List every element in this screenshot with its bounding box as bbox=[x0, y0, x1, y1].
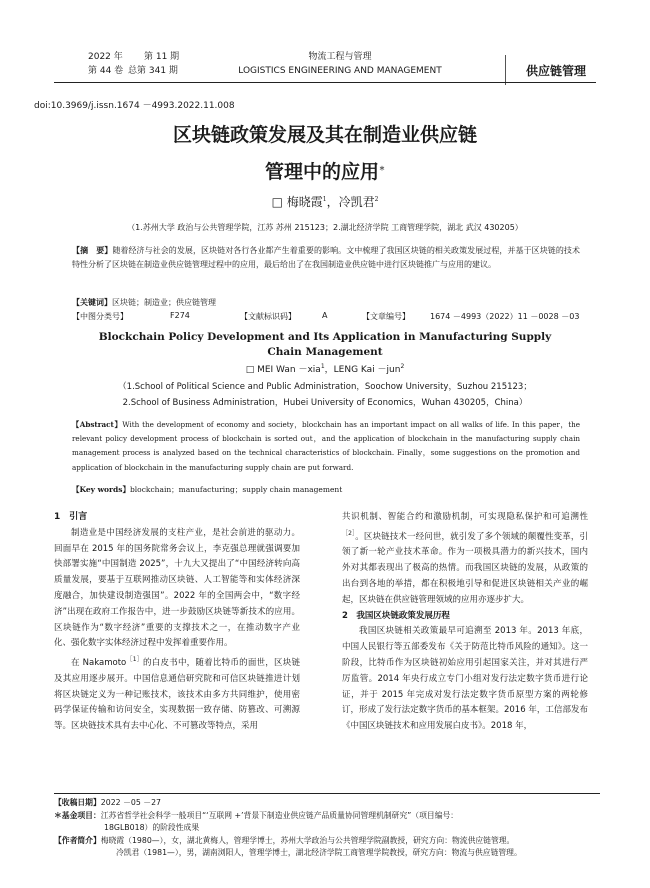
doc-code-value: A bbox=[322, 311, 328, 320]
keywords-en-label: 【Key words】 bbox=[72, 485, 130, 494]
author2-en: LENG Kai －jun bbox=[333, 365, 401, 375]
clc-value: F274 bbox=[170, 311, 190, 320]
author-bio-line2: 冷凯君（1981—），男，湖南浏阳人，管理学博士，湖北经济学院工商管理学院教授，研究方向：物流与供应链管理。 bbox=[116, 848, 522, 858]
header-rule bbox=[54, 82, 596, 83]
title-footnote-mark: ＊ bbox=[379, 165, 386, 173]
author-sep-cn: ， bbox=[326, 195, 339, 209]
author2-sup-cn: 2 bbox=[374, 196, 379, 203]
title-cn-line2-text: 管理中的应用 bbox=[264, 161, 379, 183]
header-journal-cn: 物流工程与管理 bbox=[308, 52, 372, 62]
section1-heading: 1 引言 bbox=[54, 512, 88, 522]
header-total-issue: 总第 341 期 bbox=[128, 66, 178, 76]
body-column-left bbox=[54, 510, 300, 735]
title-en-line2: Chain Management bbox=[267, 346, 383, 358]
author-bio-line1 bbox=[54, 835, 600, 848]
author1-cn: 梅晓霞 bbox=[286, 195, 323, 209]
intro-paragraph-2 bbox=[54, 652, 300, 735]
author-box-en: □ bbox=[245, 365, 255, 375]
footnotes bbox=[54, 797, 600, 860]
citation-2: ［2］ bbox=[342, 529, 356, 537]
keywords-cn-text: 区块链；制造业；供应链管理 bbox=[112, 298, 216, 307]
section2-heading: 2 我国区块链政策发展历程 bbox=[342, 610, 450, 621]
fund-line1 bbox=[54, 810, 600, 823]
keywords-en-text: blockchain；manufacturing；supply chain management bbox=[129, 485, 343, 494]
author2-cn: 冷凯君 bbox=[338, 195, 375, 209]
title-cn-line2 bbox=[0, 157, 650, 184]
received-date bbox=[54, 797, 600, 810]
abstract-cn-text: 随着经济与社会的发展，区块链对各行各业都产生着重要的影响。文中梳理了我国区块链的相关政策发展过程，并基于区块链的技术特性分析了区块链在制造业供应链管理过程中的应用，最后给出了在我国制造业供应链中进行区块链推广与应用的建议。 bbox=[72, 246, 580, 269]
header-journal-en: LOGISTICS ENGINEERING AND MANAGEMENT bbox=[238, 66, 442, 76]
header-issue: 第 11 期 bbox=[144, 52, 180, 62]
article-no-label: 【文章编号】 bbox=[362, 312, 410, 321]
title-cn-line1: 区块链政策发展及其在制造业供应链 bbox=[172, 124, 477, 146]
doc-code-label: 【文献标识码】 bbox=[240, 312, 296, 321]
author1-sup-en: 1 bbox=[320, 363, 325, 370]
keywords-cn bbox=[72, 297, 216, 308]
keywords-cn-label: 【关键词】 bbox=[72, 298, 112, 307]
author-box-cn: □ bbox=[271, 195, 283, 209]
title-en-line1: Blockchain Policy Development and Its Application in Manufacturing Supply bbox=[98, 331, 552, 343]
author-sep-en: ， bbox=[324, 365, 334, 375]
abstract-en-label: 【Abstract】 bbox=[72, 420, 123, 429]
citation-1: ［1］ bbox=[126, 656, 143, 664]
keywords-en bbox=[72, 484, 342, 495]
policy-paragraph-1: 我国区块链相关政策最早可追溯至 2013 年。2013 年底，中国人民银行等五部委发布《关于防范比特币风险的通知》。这一阶段，比特币作为区块链初始应用引起国家关注，并对其进行严厉监管。2014 年央行成立专门小组对发行法定数字货币进行论证，并于 2015 年完成对发行法定数字货币原型方案的两轮修订，形成了发行法定数字货币的基本框架。2016 年，工信部发布《中国区块链技术和应用发展白皮书》。2018 年， bbox=[342, 626, 588, 732]
header-section: 供应链管理 bbox=[526, 64, 587, 78]
author-bio-label: 【作者简介】 bbox=[54, 835, 101, 845]
author1-sup-cn: 1 bbox=[322, 196, 327, 203]
col2-p1-start: 共识机制、智能合约和激励机制，可实现隐私保护和可追溯性 bbox=[342, 512, 588, 522]
col2-p1-rest: 。区块链技术一经问世，就引发了多个领域的颠覆性变革，引领了新一轮产业技术革命。作为一项极具潜力的新兴技术，国内外对其都表现出了极高的热情。而我国区块链的发展，从政策的出台到各地的举措，都在积极地引导和促进区块链相关产业的崛起，区块链在供应链管理领域的应用亦逐步扩大。 bbox=[342, 531, 588, 605]
affiliation-en-line1: （1.School of Political Science and Public Administration，Soochow University，Suzhou 215123； bbox=[118, 382, 532, 392]
abstract-en-text: With the development of economy and society，blockchain has an important impact on all walks of life. In this paper，the relevant policy development process of blockchain is sorted out，and the application of blockchain in the manufacturing supply chain management process is analyzed based on the technical characteristics of blockchain. Finally，some suggestions on the promotion and application of blockchain in the manufacturing supply chain are put forward. bbox=[72, 420, 580, 472]
author2-sup-en: 2 bbox=[400, 363, 405, 370]
authors-cn bbox=[0, 193, 650, 210]
intro-paragraph-1: 制造业是中国经济发展的支柱产业，是社会前进的驱动力。回面早在 2015 年的国务院常务会议上，李克强总理就强调要加快部署实施“中国制造 2025”，十九大又提出了“中国经济转向高质量发展，要基于互联网推动区块链、人工智能等和实体经济深度融合，加快建设制造强国”。2022 年的全国两会中，“数字经济”出现在政府工作报告中，进一步鼓励区块链等新技术的应用。区块链作为“数字经济”重要的支撑技术之一，在推动数字产业化、强化数字实体经济过程中发挥着重要作用。 bbox=[54, 527, 300, 649]
author1-en: MEI Wan －xia bbox=[257, 365, 321, 375]
body-column-right bbox=[342, 510, 588, 735]
author-bio-text1: 梅晓霞（1980—），女，湖北黄梅人，管理学博士，苏州大学政治与公共管理学院副教授，研究方向：物流供应链管理。 bbox=[100, 835, 515, 845]
abstract-cn-label: 【摘 要】 bbox=[72, 246, 113, 255]
intro-paragraph-2-cont bbox=[342, 510, 588, 609]
header-volume: 第 44 卷 bbox=[88, 66, 124, 76]
received-label: 【收稿日期】 bbox=[54, 798, 101, 807]
doi: doi:10.3969/j.issn.1674 －4993.2022.11.008 bbox=[34, 101, 235, 111]
article-no-value: 1674 －4993（2022）11 －0028 －03 bbox=[430, 312, 580, 321]
fund-text1: 江苏省哲学社会科学一般项目“‘互联网 +’背景下制造业供应链产品质量协同管理机制研究”（项目编号： bbox=[100, 810, 459, 820]
abstract-en bbox=[72, 418, 580, 475]
authors-en bbox=[0, 362, 650, 375]
clc-label: 【中图分类号】 bbox=[72, 312, 128, 321]
intro-p2-rest: 的白皮书中，随着比特币的面世，区块链及其应用逐步展开。中国信息通信研究院和可信区块链推进计划将区块链定义为一种记账技术，该技术由多方共同维护，使用密码学保证传输和访问安全，实现数据一致存储、防篡改、可溯源等。区块链技术具有去中心化、不可篡改等特点，采用 bbox=[54, 658, 300, 732]
fund-label: ＊基金项目： bbox=[54, 810, 101, 820]
affiliation-cn: （1.苏州大学 政治与公共管理学院，江苏 苏州 215123；2.湖北经济学院 工商管理学院，湖北 武汉 430205） bbox=[127, 223, 523, 232]
abstract-cn bbox=[72, 244, 580, 272]
intro-p2-start: 在 Nakamoto bbox=[71, 658, 127, 668]
fund-line2: 18GLB018）的阶段性成果 bbox=[104, 823, 200, 833]
affiliation-en-line2: 2.School of Business Administration，Hubei University of Economics，Wuhan 430205，China） bbox=[122, 398, 528, 408]
footnote-rule bbox=[54, 793, 600, 794]
received-value: 2022 －05 －27 bbox=[100, 798, 162, 807]
header-year: 2022 年 bbox=[88, 52, 123, 62]
